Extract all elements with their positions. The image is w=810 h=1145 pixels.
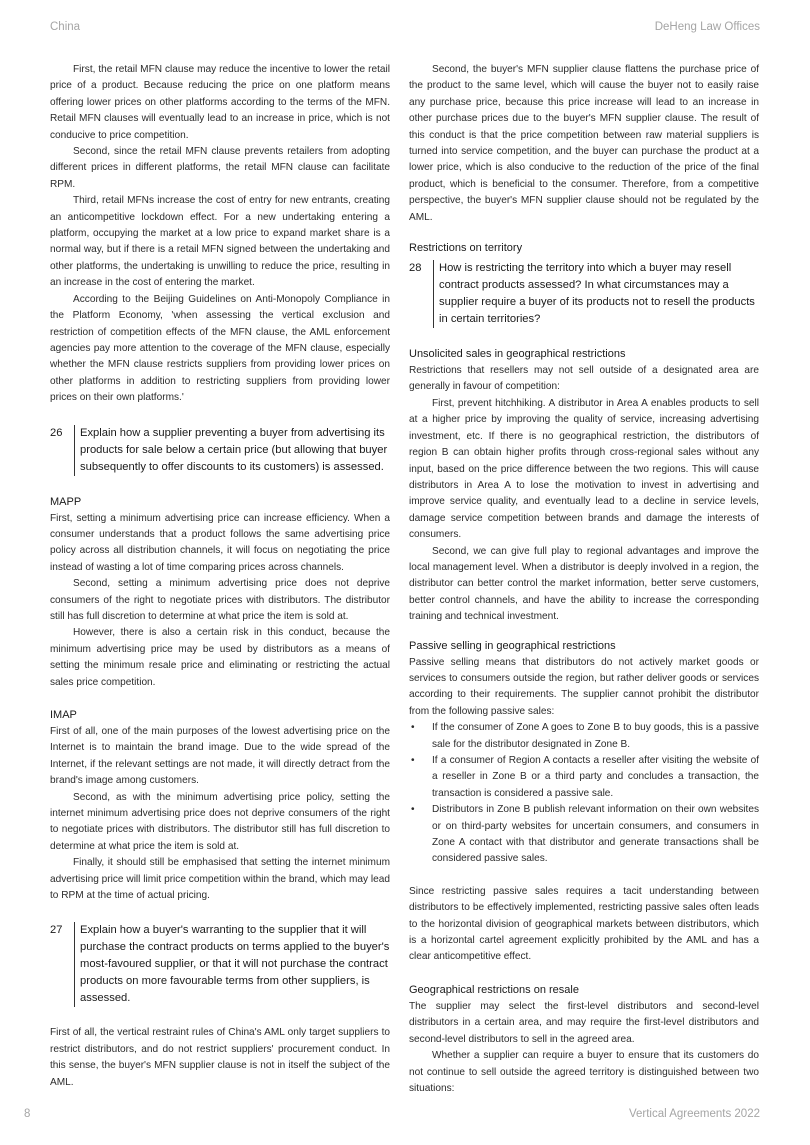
paragraph: Second, since the retail MFN clause prevents retailers from adopting different prices in different platforms, the retail MFN clause can facilitate RPM.: [50, 146, 390, 190]
paragraph: First, setting a minimum advertising price can increase efficiency. When a consumer understands that a product follows the same advertising price policy across all distribution channels, it will focus on negotiating the price instead of wasting a lot of time comparing prices across channels.: [50, 512, 390, 573]
paragraph: Passive selling means that distributors do not actively market goods or services to consumers outside the region, but rather deliver goods or services according to their requirements. The supplier cannot prohibit the distributor from the following passive sales:: [409, 656, 759, 717]
paragraph: Second, we can give full play to regional advantages and improve the local management level. When a distributor is deeply involved in a region, the distributor can better control the market information, better serve customers, better control channels, and have the ability to increase the corresponding training and technical investment.: [409, 545, 759, 623]
paragraph: Second, setting a minimum advertising price does not deprive consumers of the right to negotiate prices with distributors. The distributor still has full discretion to determine at what price the item is sold at.: [50, 578, 390, 622]
list-item: • If the consumer of Zone A goes to Zone B to buy goods, this is a passive sale for the distributor designated in Zone B.: [409, 720, 759, 753]
paragraph: Finally, it should still be emphasised that setting the internet minimum advertising price will limit price competition within the brand, which may lead to RPM at the time of actual pricing.: [50, 857, 390, 902]
paragraph: Since restricting passive sales requires a tacit understanding between distributors to be effectively implemented, restricting passive sales often leads to the horizontal division of geographical markets between distributors, which is a horizontal cartel agreement explicitly prohibited by the AML and has a clear anticompetitive effect.: [409, 885, 759, 963]
header-jurisdiction: China: [50, 21, 81, 33]
page-number: 8: [24, 1108, 31, 1120]
question-28: [409, 260, 759, 328]
section-heading-imap: IMAP: [50, 709, 77, 721]
section-heading-mapp: MAPP: [50, 495, 82, 508]
right-column: [409, 62, 759, 1097]
list-item: • Distributors in Zone B publish relevant information on their own websites or on third-party websites for uncertain consumers, and consumers in Zone A contact with that distributor and generate transactions shall be considered passive sales.: [409, 802, 759, 868]
paragraph: First of all, the vertical restraint rules of China's AML only target suppliers to restrict distributors, and do not restrict suppliers' procurement conduct. In this sense, the buyer's MFN supplier clause is not in itself the subject of the AML.: [50, 1027, 390, 1088]
page-header: [50, 21, 760, 37]
left-column: [50, 62, 390, 1091]
section-heading-territory: Restrictions on territory: [409, 242, 523, 255]
question-text: Explain how a supplier preventing a buyer from advertising its products for sale below a certain price (but allowing that buyer subsequently to offer discounts to its customers) is assessed.: [74, 425, 390, 476]
section-heading-passive-selling: Passive selling in geographical restrictions: [409, 639, 616, 652]
question-text: Explain how a buyer's warranting to the supplier that it will purchase the contract products on terms applied to the buyer's most-favoured supplier, or that it will not purchase the contract products on more favourable terms from other suppliers, is assessed.: [74, 922, 390, 1007]
bullet-list: [409, 720, 759, 868]
footer-publication-title: Vertical Agreements 2022: [628, 1108, 760, 1120]
paragraph: First of all, one of the main purposes of the lowest advertising price on the Internet is to maintain the brand image. Due to the wide spread of the Internet, if the relevant settings are not made, it will directly detract from the brand's image among customers.: [50, 726, 390, 787]
paragraph: The supplier may select the first-level distributors and second-level distributors in a certain area, and may require the first-level distributors and second-level distributors to sell in the agreed area.: [409, 1000, 759, 1045]
list-item: • If a consumer of Region A contacts a reseller after visiting the website of a reseller in Zone B or a third party and concludes a transaction, the transaction is considered a passive sale.: [409, 753, 759, 802]
question-number: 27: [50, 924, 63, 937]
paragraph: According to the Beijing Guidelines on Anti-Monopoly Compliance in the Platform Economy, 'when assessing the vertical exclusion and restriction of competition effects of the MFN clause, the AML enforcement agencies pay more attention to the coverage of the MFN clause, especially whether the MFN clause restricts suppliers from providing lower prices on other platforms in addition to restricting suppliers from providing lower prices on their own platforms.': [50, 293, 390, 404]
paragraph: Whether a supplier can require a buyer to ensure that its customers do not continue to sell outside the agreed territory is distinguished between two situations:: [409, 1050, 759, 1094]
paragraph: Third, retail MFNs increase the cost of entry for new entrants, creating an anticompetitive lockdown effect. For a new undertaking entering a platform, occupying the market at a low price to expand market share is a normal way, but if there is a retail MFN signed between the undertaking and other platforms, the undertaking is unwilling to reduce the price, resulting in an increase in the cost of entering the market.: [50, 195, 390, 289]
spacer: [409, 868, 759, 884]
question-number: 28: [409, 262, 422, 275]
question-text: How is restricting the territory into which a buyer may resell contract products assessed? In what circumstances may a supplier require a buyer of its products not to resell the products in certain territories?: [433, 260, 759, 328]
header-firm-name: DeHeng Law Offices: [654, 21, 760, 33]
question-26: [50, 425, 390, 476]
section-heading-resale-restrictions: Geographical restrictions on resale: [409, 983, 579, 996]
page-footer: [24, 1108, 760, 1124]
paragraph: Second, as with the minimum advertising price policy, setting the internet minimum advertising price does not deprive consumers of the right to negotiate prices with distributors. The distributor still has full discretion to determine at what price the item is sold at.: [50, 791, 390, 852]
paragraph: First, the retail MFN clause may reduce the incentive to lower the retail price of a product. Because reducing the price on one platform means offering lower prices on other platforms according to the terms of the MFN. Retail MFN clauses will eventually lead to an increase in price, which is not conducive to price competition.: [50, 64, 390, 141]
paragraph: Restrictions that resellers may not sell outside of a designated area are generally in favour of competition:: [409, 365, 759, 393]
paragraph: However, there is also a certain risk in this conduct, because the minimum advertising price may be used by distributors as a means of setting the minimum resale price and eliminating or restricting the actual sales price competition.: [50, 627, 390, 688]
paragraph: First, prevent hitchhiking. A distributor in Area A enables products to sell at a higher price by improving the quality of service, increasing advertising investment, etc. If there is no geographical restriction, the distributors of region B can obtain higher profits through cross-regional sales without any input, based on the price difference between the two regions. This will cause distributors in Area A to lose the motivation to invest in advertising and improve service quality, and eventually lead to a decline in service levels, damage service competition between brands and damage the interests of consumers.: [409, 397, 759, 541]
section-heading-unsolicited-sales: Unsolicited sales in geographical restrictions: [409, 348, 626, 361]
question-number: 26: [50, 426, 63, 439]
question-27: [50, 922, 390, 1007]
paragraph: Second, the buyer's MFN supplier clause flattens the purchase price of the product to the same level, which will cause the buyer not to easily raise any purchase price, because this price increase will lead to an increase in other purchase prices due to the buyer's MFN supplier clause. The result of this conduct is that the price competition between raw material suppliers is turned into service competition, and the buyer can purchase the product at a lower price, which is also conducive to the reduction of the price of the final product, which is beneficial to the consumer. Therefore, from a competitive perspective, the buyer's MFN supplier clause should not be regulated by the AML.: [409, 64, 759, 223]
